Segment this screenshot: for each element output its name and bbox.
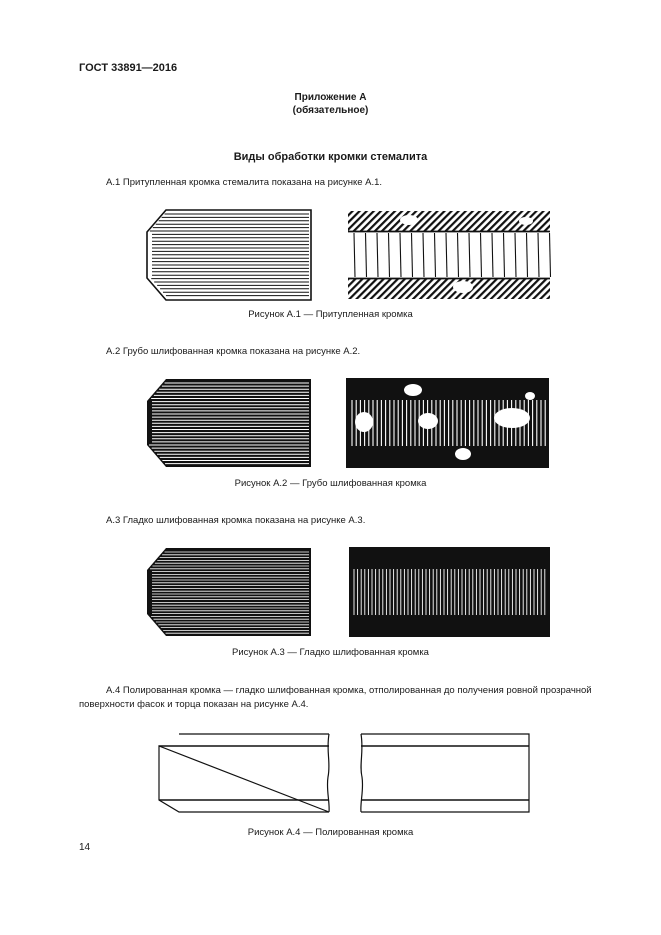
paragraph-a4: А.4 Полированная кромка — гладко шлифованная кромка, отполированная до получения ровной прозрачной поверхности фасок и торца показан на рисунке А.4. bbox=[79, 685, 592, 710]
paragraph-a2: А.2 Грубо шлифованная кромка показана на рисунке А.2. bbox=[106, 346, 361, 357]
figure-a3-face-view bbox=[346, 547, 552, 637]
spot bbox=[455, 448, 471, 460]
figure-a3-side-view bbox=[138, 547, 318, 637]
appendix-label: Приложение А bbox=[294, 92, 367, 103]
paragraph-a1: А.1 Притупленная кромка стемалита показана на рисунке А.1. bbox=[106, 177, 383, 188]
figure-a1-side-view bbox=[138, 209, 318, 301]
spot bbox=[355, 412, 373, 432]
edge-fill bbox=[147, 548, 311, 636]
figure-a2-side-view bbox=[138, 378, 318, 468]
appendix-status: (обязательное) bbox=[292, 105, 369, 116]
document-header: ГОСТ 33891—2016 bbox=[79, 62, 178, 74]
appendix-title bbox=[0, 91, 661, 117]
spot bbox=[525, 392, 535, 400]
caption-a3: Рисунок А.3 — Гладко шлифованная кромка bbox=[232, 647, 429, 658]
figure-a4-left-panel bbox=[155, 732, 335, 814]
paragraph-a3: А.3 Гладко шлифованная кромка показана на рисунке А.3. bbox=[106, 515, 366, 526]
spot bbox=[400, 215, 418, 225]
page-number: 14 bbox=[79, 842, 91, 853]
figure-a4-right-panel bbox=[355, 732, 535, 814]
caption-a1: Рисунок А.1 — Притупленная кромка bbox=[248, 309, 413, 320]
spot bbox=[453, 281, 473, 293]
bottom-chamfer bbox=[348, 279, 550, 299]
figure-a1-face-view bbox=[346, 209, 552, 301]
spot bbox=[494, 408, 530, 428]
section-heading: Виды обработки кромки стемалита bbox=[233, 151, 428, 163]
edge-hatching bbox=[150, 214, 309, 296]
caption-a4: Рисунок А.4 — Полированная кромка bbox=[247, 827, 414, 838]
spot bbox=[404, 384, 422, 396]
spot bbox=[519, 217, 533, 225]
caption-a2: Рисунок А.2 — Грубо шлифованная кромка bbox=[234, 478, 427, 489]
spot bbox=[418, 413, 438, 429]
figure-a2-face-view bbox=[346, 378, 552, 468]
edge-hatching bbox=[149, 383, 309, 464]
